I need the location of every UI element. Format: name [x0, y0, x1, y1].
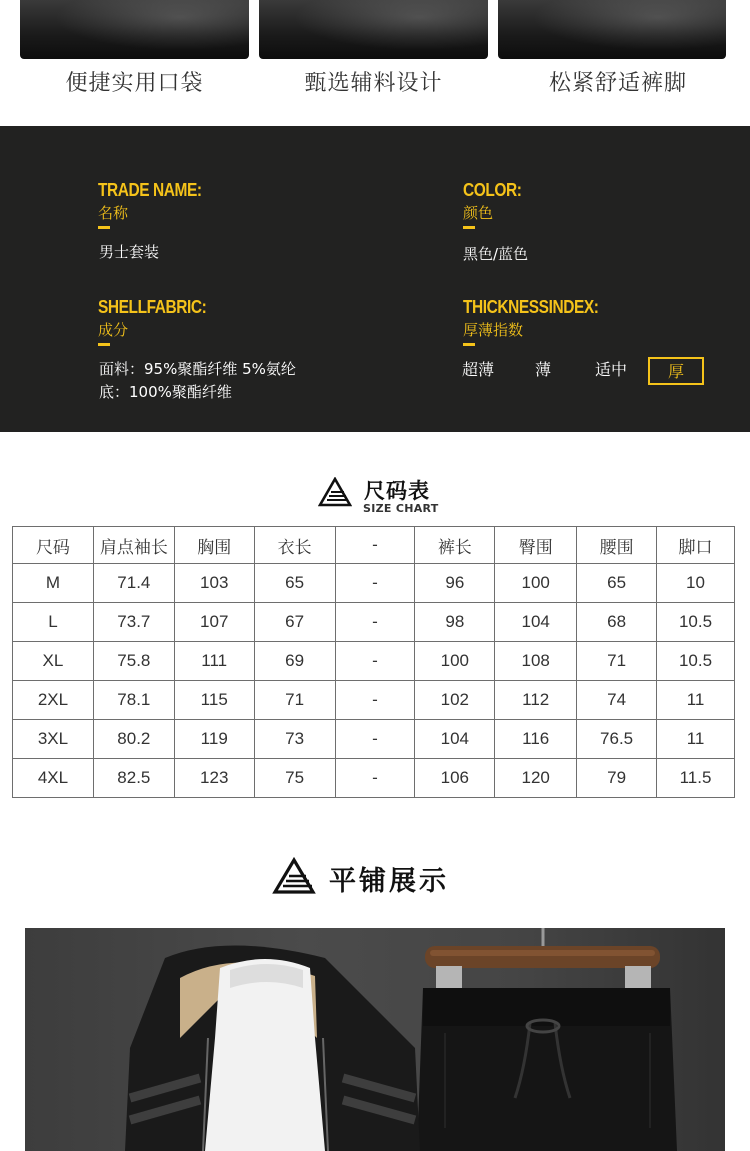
- trade-name-label-en: TRADE NAME:: [98, 180, 202, 200]
- table-cell: 65: [577, 564, 657, 603]
- thickness-option-medium: 适中: [595, 360, 628, 379]
- table-cell: 11: [657, 720, 735, 759]
- color-label-cn: 颜色: [463, 204, 494, 222]
- table-cell: 96: [415, 564, 495, 603]
- thickness-heading: [463, 297, 621, 346]
- table-cell: 102: [415, 681, 495, 720]
- size-table: [12, 526, 735, 798]
- table-cell: 71.4: [93, 564, 174, 603]
- table-cell: 79: [577, 759, 657, 798]
- trade-name-heading: [98, 180, 219, 229]
- table-cell: 11: [657, 681, 735, 720]
- table-cell: 67: [254, 603, 335, 642]
- table-cell: 2XL: [13, 681, 94, 720]
- table-header-cell: 肩点袖长: [93, 527, 174, 564]
- table-cell: 75: [254, 759, 335, 798]
- trade-name-label-cn: 名称: [98, 204, 129, 222]
- feature-caption: 甄选辅料设计: [304, 71, 443, 96]
- table-header-row: [13, 527, 735, 564]
- table-cell: 100: [415, 642, 495, 681]
- pocket-detail-photo: [20, 0, 249, 59]
- table-cell: 120: [495, 759, 577, 798]
- shell-fabric-label-en: SHELLFABRIC:: [98, 297, 207, 317]
- size-chart-subtitle: SIZE CHART: [363, 502, 439, 515]
- table-cell: 68: [577, 603, 657, 642]
- table-cell: 100: [495, 564, 577, 603]
- table-row: [13, 759, 735, 798]
- table-cell: 104: [495, 603, 577, 642]
- table-cell: 11.5: [657, 759, 735, 798]
- table-cell: 103: [174, 564, 254, 603]
- table-row: [13, 603, 735, 642]
- shell-fabric-label-cn: 成分: [98, 321, 129, 339]
- table-cell: 115: [174, 681, 254, 720]
- table-cell: L: [13, 603, 94, 642]
- table-cell: 3XL: [13, 720, 94, 759]
- fabric-line: 面料：95%聚酯纤维 5%氨纶: [99, 360, 296, 378]
- table-header-cell: 裤长: [415, 527, 495, 564]
- table-cell: 65: [254, 564, 335, 603]
- table-row: [13, 642, 735, 681]
- table-cell: 76.5: [577, 720, 657, 759]
- table-cell: 74: [577, 681, 657, 720]
- hoodie-and-pants-photo: [25, 928, 725, 1151]
- color-value: 黑色/蓝色: [463, 245, 529, 263]
- spec-panel: [0, 126, 750, 432]
- table-cell: -: [335, 720, 415, 759]
- table-cell: 108: [495, 642, 577, 681]
- table-cell: 98: [415, 603, 495, 642]
- table-row: [13, 720, 735, 759]
- table-cell: 116: [495, 720, 577, 759]
- trade-name-value: 男士套装: [99, 243, 160, 261]
- table-cell: 123: [174, 759, 254, 798]
- table-cell: M: [13, 564, 94, 603]
- table-cell: 69: [254, 642, 335, 681]
- feature-caption: 松紧舒适裤脚: [548, 71, 687, 96]
- table-cell: 78.1: [93, 681, 174, 720]
- table-cell: 73.7: [93, 603, 174, 642]
- table-header-cell: 衣长: [254, 527, 335, 564]
- table-header-cell: 腰围: [577, 527, 657, 564]
- table-row: [13, 681, 735, 720]
- feature-strip: [0, 0, 750, 126]
- table-cell: 73: [254, 720, 335, 759]
- triangle-logo-icon: [318, 477, 352, 507]
- thickness-option-ultrathin: 超薄: [462, 360, 495, 379]
- table-cell: 10.5: [657, 603, 735, 642]
- thickness-label-en: THICKNESSINDEX:: [463, 297, 599, 317]
- table-header-cell: 胸围: [174, 527, 254, 564]
- table-cell: 71: [254, 681, 335, 720]
- table-cell: 10: [657, 564, 735, 603]
- size-chart-heading: [0, 473, 750, 518]
- table-cell: 71: [577, 642, 657, 681]
- thickness-label-cn: 厚薄指数: [463, 321, 524, 339]
- thickness-option-thin: 薄: [535, 360, 552, 379]
- table-cell: 80.2: [93, 720, 174, 759]
- table-cell: 107: [174, 603, 254, 642]
- label-underline: [98, 343, 110, 346]
- table-cell: 106: [415, 759, 495, 798]
- table-cell: 112: [495, 681, 577, 720]
- triangle-logo-icon: [272, 857, 316, 895]
- table-header-cell: -: [335, 527, 415, 564]
- thickness-option-thick-selected: 厚: [648, 357, 704, 385]
- flat-display-title: 平铺展示: [329, 866, 449, 897]
- table-cell: -: [335, 642, 415, 681]
- table-cell: -: [335, 681, 415, 720]
- table-cell: 4XL: [13, 759, 94, 798]
- label-underline: [463, 343, 475, 346]
- color-label-en: COLOR:: [463, 180, 522, 200]
- size-chart-title: 尺码表: [364, 479, 430, 503]
- table-header-cell: 脚口: [657, 527, 735, 564]
- shell-fabric-value: [99, 358, 296, 404]
- fabric-line: 底：100%聚酯纤维: [99, 383, 232, 401]
- table-cell: 75.8: [93, 642, 174, 681]
- shell-fabric-heading: [98, 297, 224, 346]
- material-detail-photo: [259, 0, 488, 59]
- feature-caption: 便捷实用口袋: [65, 71, 204, 96]
- table-cell: -: [335, 603, 415, 642]
- label-underline: [463, 226, 475, 229]
- cuff-detail-photo: [498, 0, 726, 59]
- table-cell: 104: [415, 720, 495, 759]
- table-cell: -: [335, 759, 415, 798]
- table-cell: 82.5: [93, 759, 174, 798]
- table-cell: 111: [174, 642, 254, 681]
- color-heading: [463, 180, 531, 229]
- table-row: [13, 564, 735, 603]
- table-cell: 119: [174, 720, 254, 759]
- product-photo-illustration: [25, 928, 725, 1151]
- table-cell: 10.5: [657, 642, 735, 681]
- table-cell: -: [335, 564, 415, 603]
- label-underline: [98, 226, 110, 229]
- table-cell: XL: [13, 642, 94, 681]
- table-header-cell: 尺码: [13, 527, 94, 564]
- table-header-cell: 臀围: [495, 527, 577, 564]
- flat-display-heading: [0, 855, 750, 899]
